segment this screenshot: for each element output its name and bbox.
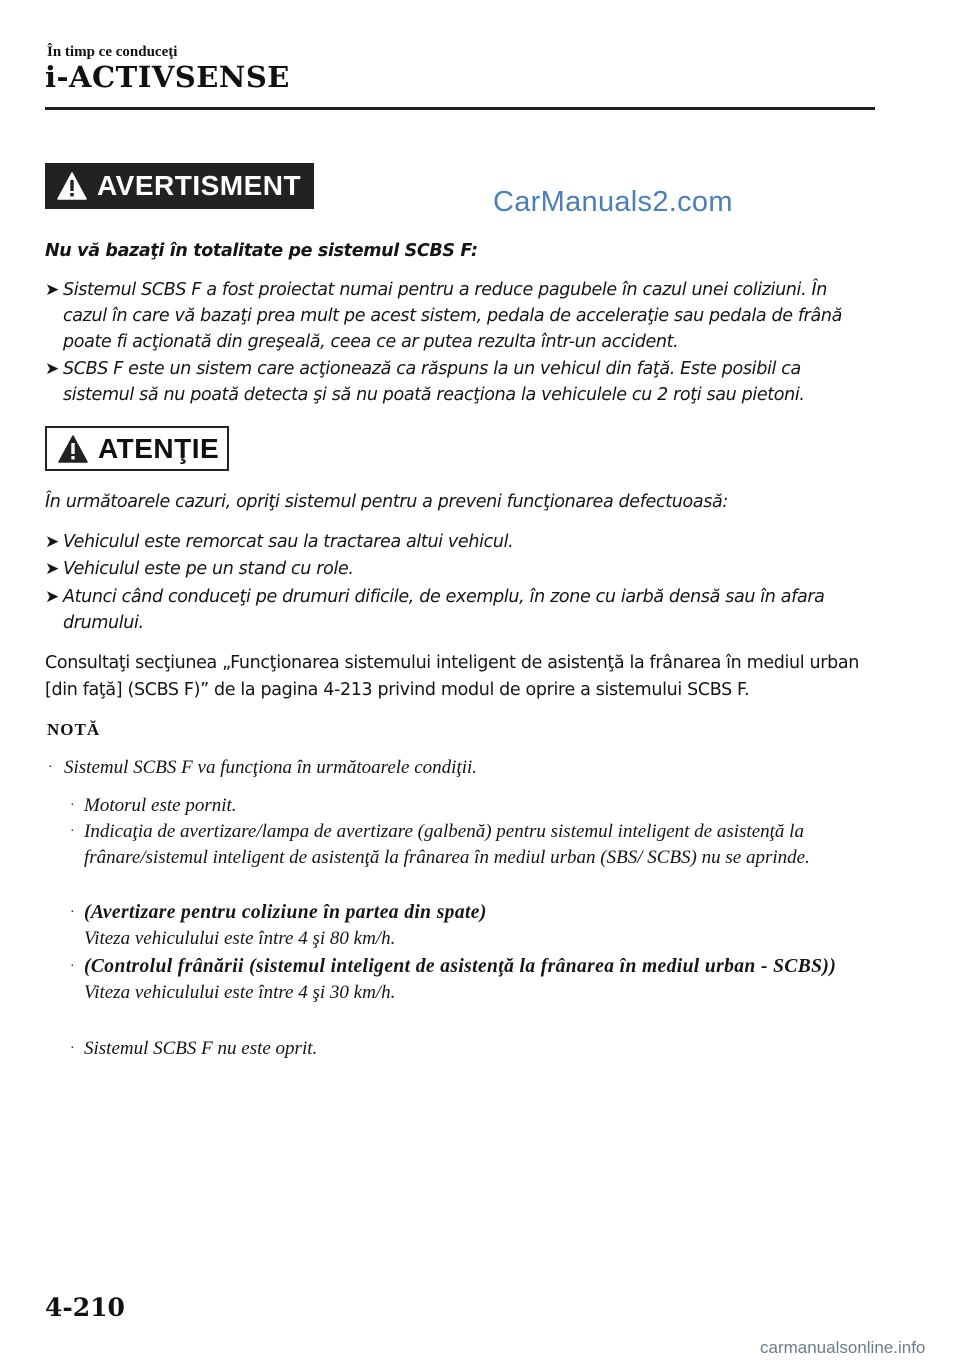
warning-item-1 — [45, 277, 875, 355]
dot-bullet-icon: · — [48, 760, 53, 775]
note-sub-1 — [70, 793, 870, 819]
note-sub-5 — [70, 1036, 870, 1062]
dot-bullet-icon: · — [70, 959, 75, 974]
footer-site-watermark: carmanualsonline.info — [760, 1338, 926, 1357]
reference-paragraph: Consultaţi secţiunea „Funcţionarea sistemului inteligent de asistenţă la frânarea în mediul urban [din faţă] (SCBS F)” de la pagina 4-213 privind modul de oprire a sistemului SCBS F. — [45, 653, 859, 700]
caution-item-3 — [45, 584, 875, 636]
warning-item-text: SCBS F este un sistem care acţionează ca răspuns la un vehicul din faţă. Este posibil ca sistemul să nu poată detecta şi să nu poată reacţiona la vehiculele cu 2 roţi sau pietoni. — [63, 359, 805, 405]
note-sub-text: Sistemul SCBS F nu este oprit. — [84, 1038, 318, 1059]
caution-triangle-icon — [58, 435, 88, 463]
note-main — [48, 755, 878, 781]
caution-intro: În următoarele cazuri, opriţi sistemul pentru a preveni funcţionarea defectuoasă: — [45, 492, 728, 512]
note-sub-heading: (Avertizare pentru coliziune în partea din spate) — [84, 902, 487, 923]
dot-bullet-icon: · — [70, 824, 75, 839]
arrow-bullet-icon: ➤ — [45, 559, 59, 579]
dot-bullet-icon: · — [70, 905, 75, 920]
warning-item-text: Sistemul SCBS F a fost proiectat numai pentru a reduce pagubele în cazul unei coliziuni. În cazul în care vă bazaţi prea mult pe acest sistem, pedala de acceleraţie sau pedala de frână poate fi acţionată din greşeală, ceea ce ar putea rezulta într-un accident. — [63, 280, 842, 352]
arrow-bullet-icon: ➤ — [45, 359, 59, 379]
warning-item-2 — [45, 356, 875, 408]
caution-label: ATENŢIE — [98, 432, 220, 464]
dot-bullet-icon: · — [70, 798, 75, 813]
note-sub-text: Motorul este pornit. — [84, 795, 237, 816]
dot-bullet-icon: · — [70, 1041, 75, 1056]
note-sub-heading: (Controlul frânării (sistemul inteligent de asistenţă la frânarea în mediul urban - SCBS)) — [84, 956, 837, 977]
note-sub-text: Indicaţia de avertizare/lampa de avertizare (galbenă) pentru sistemul inteligent de asistenţă la frânare/sistemul inteligent de asistenţă la frânarea în mediul urban (SBS/ SCBS) nu se aprinde. — [84, 821, 810, 868]
arrow-bullet-icon: ➤ — [45, 587, 59, 607]
note-main-text: Sistemul SCBS F va funcţiona în următoarele condiţii. — [64, 757, 478, 778]
section-kicker: În timp ce conduceţi — [47, 44, 178, 60]
caution-item-text: Atunci când conduceţi pe drumuri dificile, de exemplu, în zone cu iarbă densă sau în afara drumului. — [63, 587, 825, 633]
warning-label: AVERTISMENT — [97, 170, 302, 201]
caution-item-2 — [45, 556, 875, 582]
note-title: NOTĂ — [47, 720, 101, 739]
note-sub-text: Viteza vehiculului este între 4 şi 80 km/h. — [84, 928, 396, 949]
caution-item-text: Vehiculul este pe un stand cu role. — [63, 559, 354, 579]
page-number: 4-210 — [45, 1293, 125, 1322]
page-title: i-ACTIVSENSE — [45, 60, 290, 94]
warning-triangle-icon — [57, 172, 87, 200]
note-sub-text: Viteza vehiculului este între 4 şi 30 km/h. — [84, 982, 396, 1003]
arrow-bullet-icon: ➤ — [45, 280, 59, 300]
header-rule — [45, 107, 875, 110]
arrow-bullet-icon: ➤ — [45, 532, 59, 552]
note-sub-4 — [70, 954, 870, 1006]
warning-heading: Nu vă bazaţi în totalitate pe sistemul SCBS F: — [45, 241, 478, 261]
caution-item-text: Vehiculul este remorcat sau la tractarea altui vehicul. — [63, 532, 514, 552]
caution-banner — [45, 426, 229, 471]
warning-banner — [45, 163, 314, 209]
note-sub-3 — [70, 900, 870, 952]
note-sub-2 — [70, 819, 860, 871]
caution-item-1 — [45, 529, 875, 555]
watermark-text: CarManuals2.com — [493, 186, 733, 218]
